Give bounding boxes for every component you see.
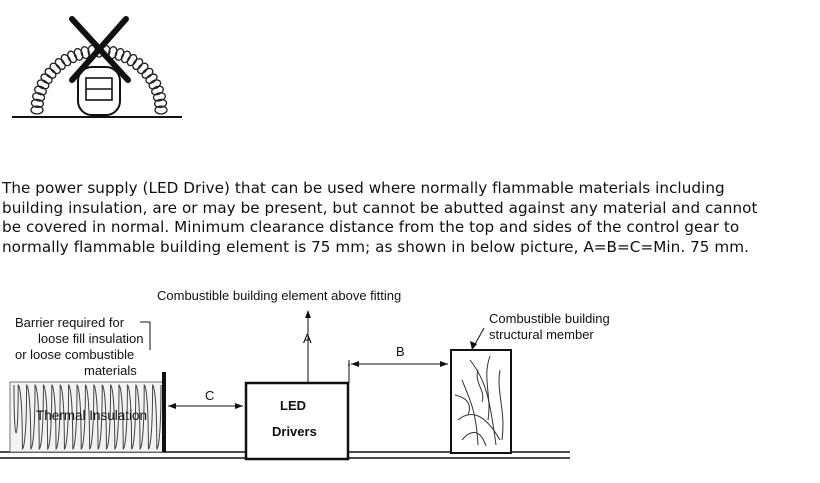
paragraph-line: building insulation, are or may be present, but cannot be abutted against any material and cannot: [2, 198, 758, 217]
barrier-label-line: Barrier required for: [15, 315, 125, 330]
paragraph-line: The power supply (LED Drive) that can be used where normally flammable materials including: [2, 179, 725, 197]
drivers-label: Drivers: [272, 424, 317, 439]
barrier-label-line: materials: [84, 363, 137, 378]
paragraph-line: be covered in normal. Minimum clearance distance from the top and sides of the control gear to: [2, 218, 740, 237]
structural-label-line: Combustible building: [489, 311, 610, 326]
dimension-a-label: A: [303, 331, 312, 346]
no-insulation-cover-icon: [12, 19, 182, 117]
structural-member: [451, 350, 511, 453]
led-drivers-box: [246, 383, 348, 459]
description-paragraph: [2, 179, 818, 257]
dimension-c-label: C: [205, 388, 215, 403]
top-element-label: Combustible building element above fitting: [157, 288, 402, 303]
paragraph-line: normally flammable building element is 75 mm; as shown in below picture, A=B=C=Min. 75 mm.: [2, 237, 749, 256]
structural-leader: [474, 328, 484, 346]
thermal-insulation-label: Thermal Insulation: [36, 408, 148, 423]
dimension-b: [348, 360, 448, 383]
led-label: LED: [280, 398, 306, 413]
structural-label-line: structural member: [489, 327, 594, 342]
dimension-a: [305, 310, 311, 382]
barrier-label-line: or loose combustible: [15, 347, 135, 362]
dimension-b-label: B: [396, 344, 405, 359]
dimension-c: [168, 403, 243, 409]
barrier-label-line: loose fill insulation: [38, 331, 144, 346]
